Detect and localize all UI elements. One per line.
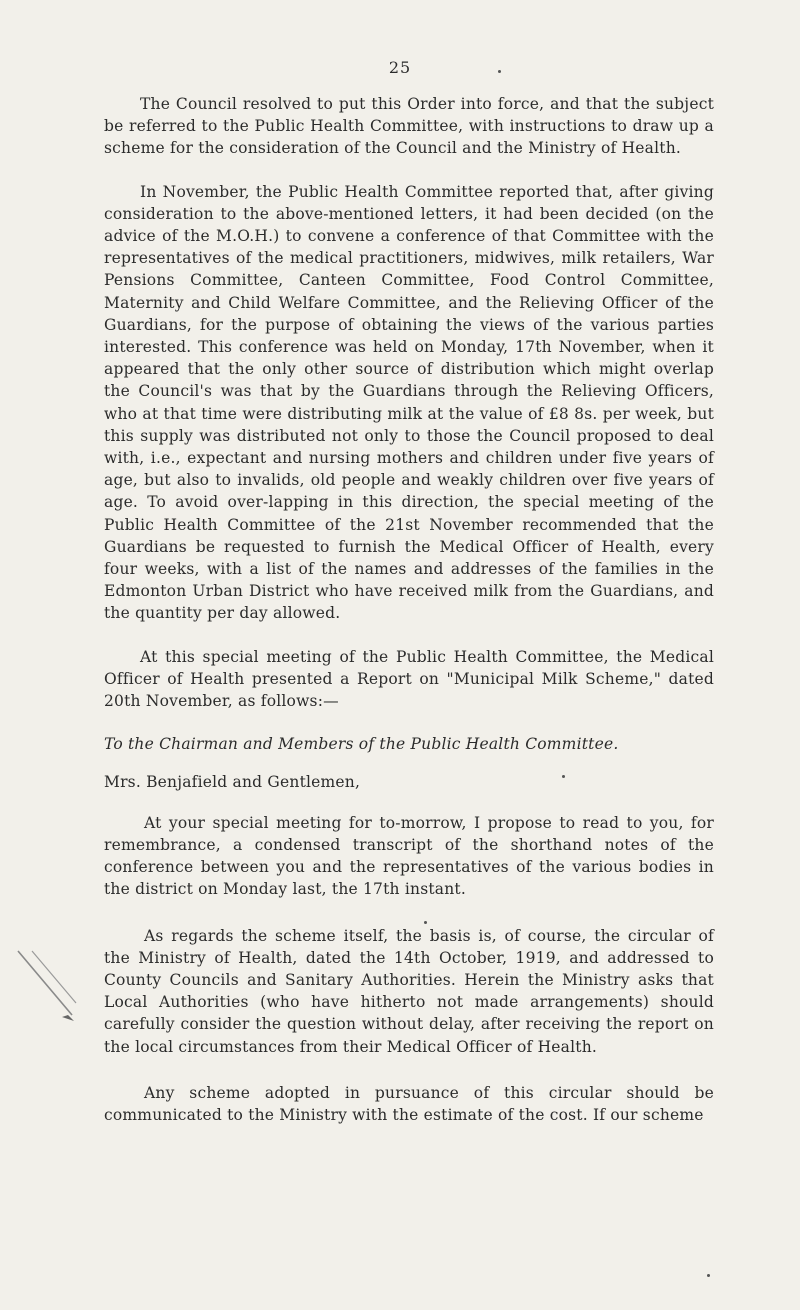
speck-mark [498, 70, 501, 73]
letter-salutation: Mrs. Benjafield and Gentlemen, [104, 773, 361, 792]
speck-mark [424, 921, 427, 924]
paragraph-council-resolution: The Council resolved to put this Order into force, and that the subject be referred to the Public Health Committee, with instructions to draw up a scheme for the consideration of the Council and the Ministry of Health. [104, 95, 714, 158]
letter-paragraph-2: As regards the scheme itself, the basis is, of course, the circular of the Ministry of Health, dated the 14th October, 1919, and addressed to County Councils and Sanitary Authorities. Herein the Ministry asks that Local Authorities (who have hitherto not made arrangements) should carefully consider the question without delay, after receiving the report on the local circumstances from their Medical Officer of Health. [104, 926, 714, 1056]
letter-paragraph-3: Any scheme adopted in pursuance of this circular should be communicated to the Ministry with the estimate of the cost. If our scheme [104, 1083, 714, 1124]
paragraph-november-report: In November, the Public Health Committee reported that, after giving consideration to the above-mentioned letters, it had been decided (on the advice of the M.O.H.) to convene a conference of that Committee with the representatives of the medical practitioners, midwives, milk retailers, War Pensions Committee, Canteen Committee, Food Control Committee, Maternity and Child Welfare Committee, and the Relieving Officer of the Guardians, for the purpose of obtaining the views of the various parties interested. This conference was held on Monday, 17th November, when it appeared that the only other source of distribution which might overlap the Council's was that by the Guardians through the Relieving Officers, who at that time were distributing milk at the value of £8 8s. per week, but this supply was distributed not only to those the Council proposed to deal with, i.e., expectant and nursing mothers and children under five years of age, but also to invalids, old people and weakly children over five years of age. To avoid over-lapping in this direction, the special meeting of the Public Health Committee of the 21st November recommended that the Guardians be requested to furnish the Medical Officer of Health, every four weeks, with a list of the names and addresses of the families in the Edmonton Urban District who have received milk from the Guardians, and the quantity per day allowed. [104, 182, 714, 623]
letter-paragraph-1: At your special meeting for to-morrow, I propose to read to you, for remembrance, a condensed transcript of the shorthand notes of the conference between you and the representatives of the various bodies in the district on Monday last, the 17th instant. [104, 813, 714, 899]
speck-mark [707, 1274, 710, 1277]
body-text [104, 93, 714, 1150]
page-number: 25 [388, 58, 412, 77]
paragraph-special-meeting: At this special meeting of the Public Health Committee, the Medical Officer of Health presented a Report on "Municipal Milk Scheme," dated 20th November, as follows:— [104, 647, 714, 711]
letter-heading: To the Chairman and Members of the Public Health Committee. [104, 735, 619, 754]
margin-pencil-mark [10, 945, 80, 1025]
speck-mark [562, 775, 565, 778]
